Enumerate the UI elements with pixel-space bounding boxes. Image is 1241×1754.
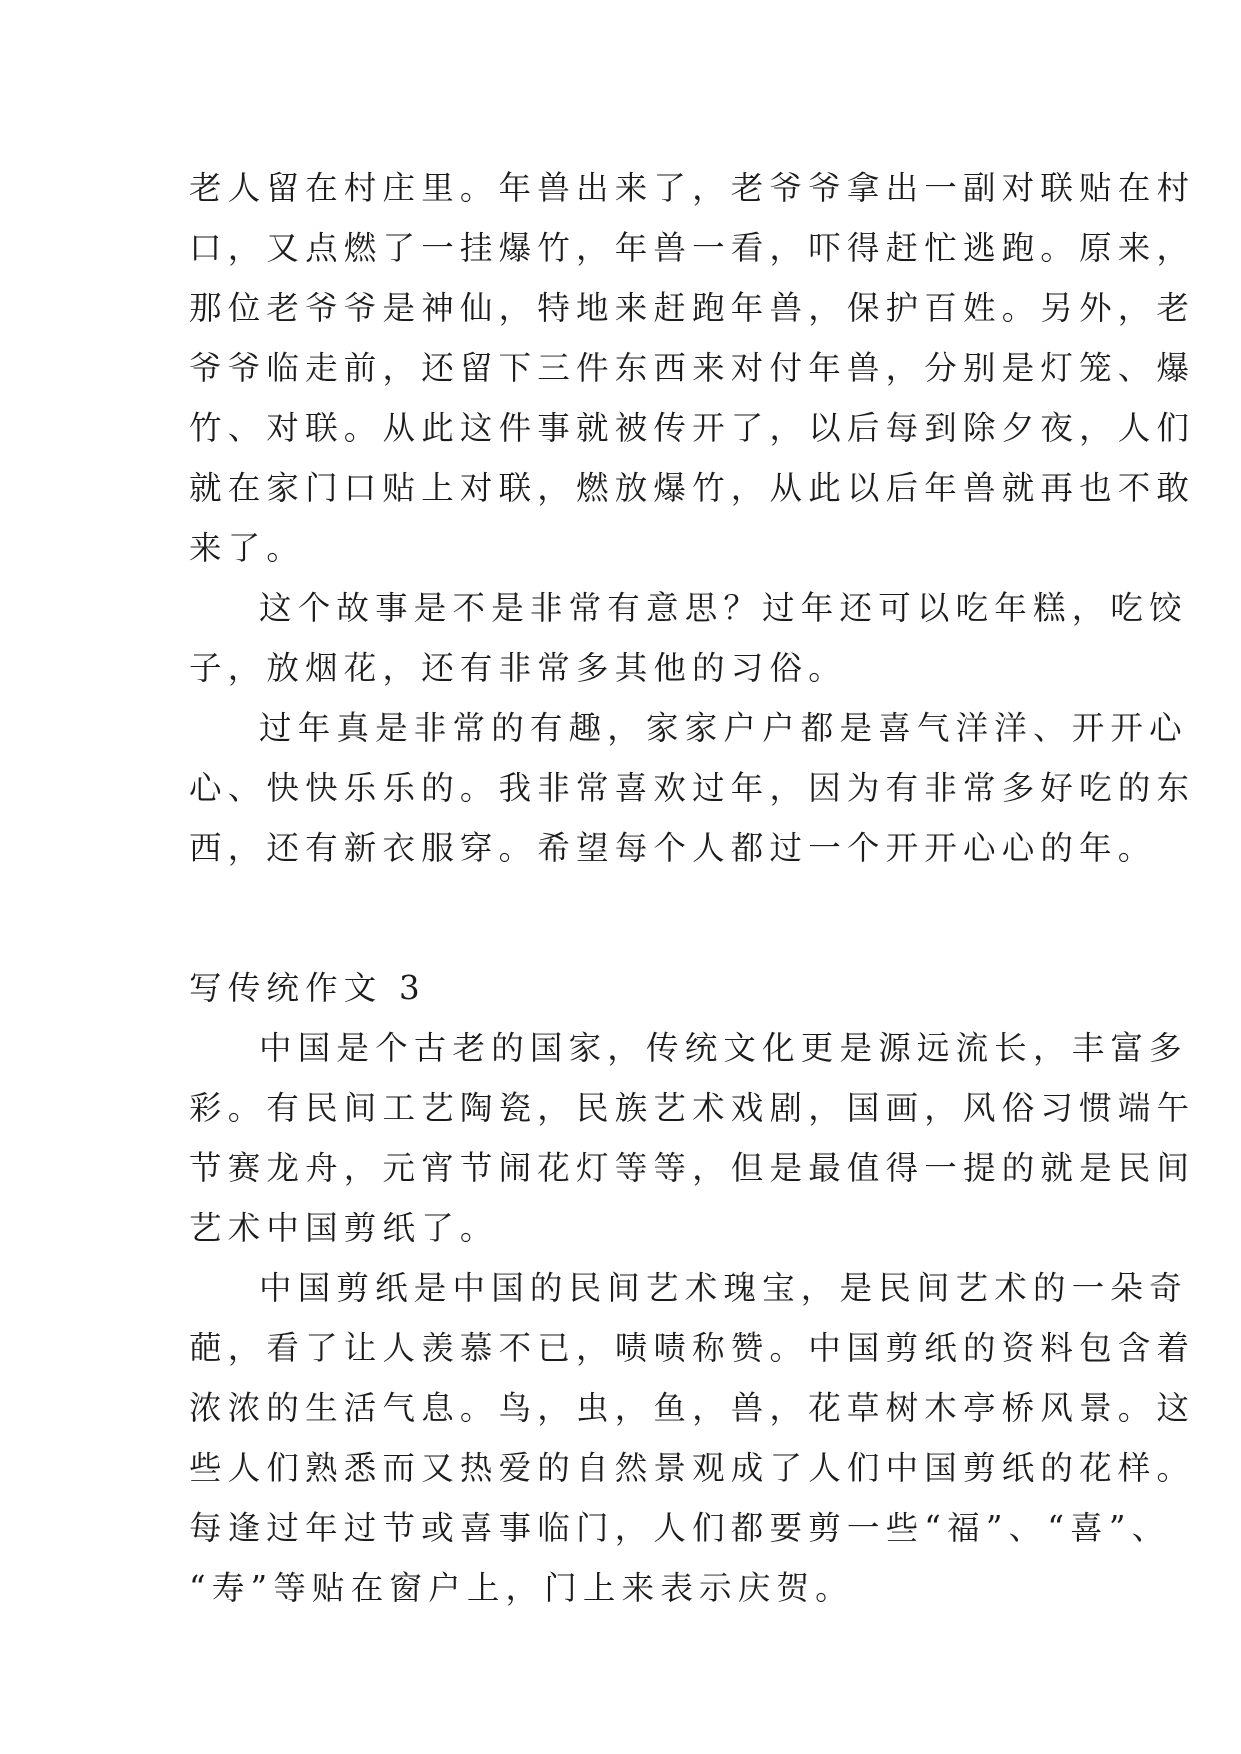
paragraph-line: 过年真是非常的有趣，家家户户都是喜气洋洋、开开心 [259, 709, 1188, 747]
paragraph-line: 西，还有新衣服穿。希望每个人都过一个开开心心的年。 [189, 829, 1157, 867]
paragraph-line: 这个故事是不是非常有意思？过年还可以吃年糕，吃饺 [259, 589, 1188, 627]
paragraph-line: 老人留在村庄里。年兽出来了，老爷爷拿出一副对联贴在村 [189, 169, 1196, 207]
paragraph-line: 口，又点燃了一挂爆竹，年兽一看，吓得赶忙逃跑。原来， [189, 229, 1196, 267]
paragraph-line: 就在家门口贴上对联，燃放爆竹，从此以后年兽就再也不敢 [189, 469, 1196, 507]
document-body [189, 158, 1196, 1618]
paragraph-line: 那位老爷爷是神仙，特地来赶跑年兽，保护百姓。另外，老 [189, 289, 1196, 327]
paragraph-line: 艺术中国剪纸了。 [189, 1209, 499, 1247]
paragraph-line: 中国是个古老的国家，传统文化更是源远流长，丰富多 [259, 1029, 1188, 1067]
paragraph-line: 彩。有民间工艺陶瓷，民族艺术戏剧，国画，风俗习惯端午 [189, 1089, 1196, 1127]
paragraph-line: 葩，看了让人羡慕不已，啧啧称赞。中国剪纸的资料包含着 [189, 1329, 1196, 1367]
paragraph-line: 竹、对联。从此这件事就被传开了，以后每到除夕夜，人们 [189, 409, 1196, 447]
paragraph-line: 每逢过年过节或喜事临门，人们都要剪一些“福”、“喜”、 [189, 1509, 1171, 1547]
section-heading: 写传统作文 3 [189, 969, 426, 1007]
paragraph-line: “寿”等贴在窗户上，门上来表示庆贺。 [189, 1569, 854, 1607]
paragraph-line: 心、快快乐乐的。我非常喜欢过年，因为有非常多好吃的东 [189, 769, 1196, 807]
paragraph-line: 来了。 [189, 529, 306, 567]
paragraph-line: 节赛龙舟，元宵节闹花灯等等，但是最值得一提的就是民间 [189, 1149, 1196, 1187]
paragraph-line: 中国剪纸是中国的民间艺术瑰宝，是民间艺术的一朵奇 [259, 1269, 1188, 1307]
paragraph-line: 爷爷临走前，还留下三件东西来对付年兽，分别是灯笼、爆 [189, 349, 1196, 387]
paragraph-line: 子，放烟花，还有非常多其他的习俗。 [189, 649, 847, 687]
paragraph-line: 浓浓的生活气息。鸟，虫，鱼，兽，花草树木亭桥风景。这 [189, 1389, 1196, 1427]
paragraph-line: 些人们熟悉而又热爱的自然景观成了人们中国剪纸的花样。 [189, 1449, 1196, 1487]
